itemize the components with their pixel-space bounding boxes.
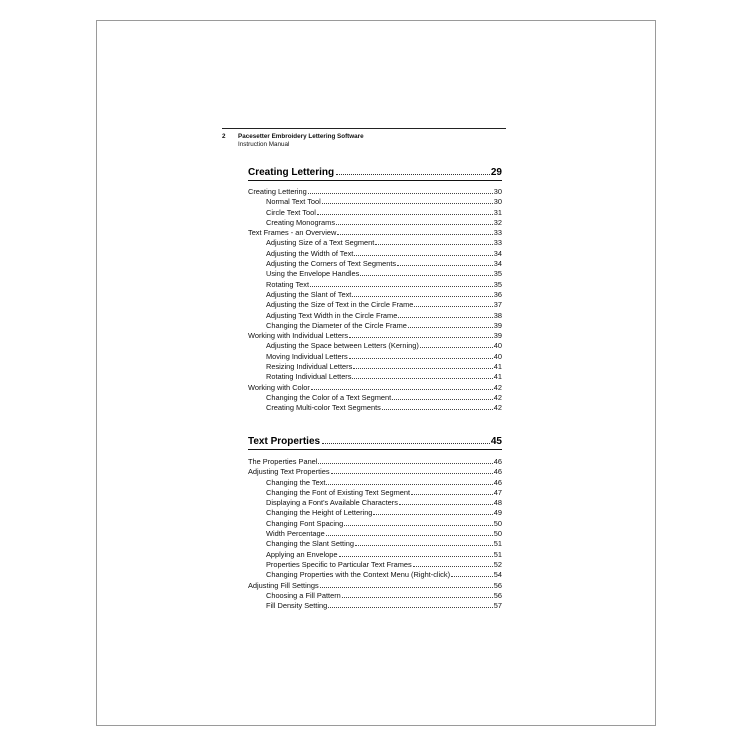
toc-entry bbox=[248, 228, 502, 238]
dot-leader bbox=[318, 463, 492, 464]
toc-entry bbox=[248, 280, 502, 290]
toc-entry-page: 50 bbox=[493, 518, 502, 528]
toc-entry bbox=[248, 529, 502, 539]
toc-entry bbox=[248, 457, 502, 467]
toc-entry-page: 35 bbox=[493, 279, 502, 289]
toc-entry bbox=[248, 341, 502, 351]
toc-entry-label: Using the Envelope Handles bbox=[266, 269, 360, 279]
toc-entry-page: 56 bbox=[493, 580, 502, 590]
toc-entry-label: Text Frames - an Overview bbox=[248, 228, 337, 238]
toc-entry-label: Changing the Diameter of the Circle Frame bbox=[266, 320, 407, 330]
toc-entry bbox=[248, 208, 502, 218]
toc-entry-label: Changing the Height of Lettering bbox=[266, 508, 373, 518]
dot-leader bbox=[326, 484, 492, 485]
toc-entry-label: Circle Text Tool bbox=[266, 207, 316, 217]
dot-leader bbox=[336, 174, 490, 175]
dot-leader bbox=[360, 275, 493, 276]
toc-entry-page: 46 bbox=[493, 457, 502, 466]
toc-entry-page: 41 bbox=[493, 372, 502, 382]
section-title-text-properties bbox=[248, 436, 502, 447]
dot-leader bbox=[399, 504, 493, 505]
toc-entry bbox=[248, 218, 502, 228]
toc-entry-label: Rotating Text bbox=[266, 279, 310, 289]
toc-entry bbox=[248, 570, 502, 580]
toc-entry bbox=[248, 269, 502, 279]
toc-entry bbox=[248, 311, 502, 321]
toc-entry bbox=[248, 539, 502, 549]
manual-subtitle: Instruction Manual bbox=[238, 141, 290, 148]
toc-entry-label: Changing the Color of a Text Segment bbox=[266, 392, 392, 402]
toc-entry bbox=[248, 290, 502, 300]
toc-entry-label: Creating Multi-color Text Segments bbox=[266, 403, 381, 413]
toc-entry-page: 42 bbox=[493, 403, 502, 413]
section-title-label: Creating Lettering bbox=[248, 167, 335, 178]
toc-entry-label: Creating Monograms bbox=[266, 217, 336, 227]
toc-entry-page: 48 bbox=[493, 498, 502, 508]
manual-title: Pacesetter Embroidery Lettering Software bbox=[238, 133, 364, 140]
toc-entry bbox=[248, 331, 502, 341]
toc-entry bbox=[248, 352, 502, 362]
dot-leader bbox=[352, 378, 492, 379]
toc-entry-label: Working with Individual Letters bbox=[248, 331, 349, 341]
toc-list-text-properties bbox=[248, 457, 502, 611]
toc-entry bbox=[248, 519, 502, 529]
toc-entry-page: 49 bbox=[493, 508, 502, 518]
toc-entry-label: Changing Font Spacing bbox=[266, 518, 344, 528]
toc-entry bbox=[248, 403, 502, 413]
toc-entry-label: Applying an Envelope bbox=[266, 549, 338, 559]
toc-entry-label: Resizing Individual Letters bbox=[266, 362, 353, 372]
toc-entry-label: Adjusting the Corners of Text Segments bbox=[266, 259, 397, 269]
dot-leader bbox=[328, 607, 493, 608]
toc-entry-page: 33 bbox=[493, 228, 502, 238]
toc-entry-page: 46 bbox=[493, 467, 502, 477]
toc-entry-page: 35 bbox=[493, 269, 502, 279]
dot-leader bbox=[420, 347, 493, 348]
section-title-label: Text Properties bbox=[248, 436, 321, 447]
toc-entry-page: 31 bbox=[493, 207, 502, 217]
dot-leader bbox=[337, 234, 492, 235]
dot-leader bbox=[339, 556, 493, 557]
toc-entry-page: 56 bbox=[493, 590, 502, 600]
dot-leader bbox=[308, 193, 493, 194]
toc-entry bbox=[248, 601, 502, 611]
page-number: 2 bbox=[222, 133, 226, 140]
toc-entry-page: 51 bbox=[493, 539, 502, 549]
toc-entry-label: Working with Color bbox=[248, 382, 310, 392]
dot-leader bbox=[349, 337, 493, 338]
page-header bbox=[222, 128, 506, 149]
toc-entry-page: 42 bbox=[493, 382, 502, 392]
dot-leader bbox=[353, 368, 492, 369]
toc-entry bbox=[248, 187, 502, 197]
dot-leader bbox=[320, 587, 493, 588]
toc-entry-page: 34 bbox=[493, 248, 502, 258]
toc-entry-page: 52 bbox=[493, 559, 502, 569]
dot-leader bbox=[411, 494, 493, 495]
dot-leader bbox=[336, 224, 493, 225]
toc-entry-label: Properties Specific to Particular Text Frames bbox=[266, 559, 412, 569]
dot-leader bbox=[322, 443, 490, 444]
toc-entry bbox=[248, 393, 502, 403]
toc-entry-label: Changing the Font of Existing Text Segment bbox=[266, 487, 411, 497]
toc-entry bbox=[248, 238, 502, 248]
toc-entry-label: Changing Properties with the Context Menu (Right-click) bbox=[266, 570, 451, 580]
dot-leader bbox=[451, 576, 493, 577]
toc-entry-page: 30 bbox=[493, 197, 502, 207]
toc-entry bbox=[248, 362, 502, 372]
toc-list-creating-lettering bbox=[248, 187, 502, 414]
toc-entry bbox=[248, 259, 502, 269]
toc-entry-label: Width Percentage bbox=[266, 529, 325, 539]
dot-leader bbox=[373, 514, 492, 515]
toc-entry-page: 51 bbox=[493, 549, 502, 559]
toc-entry-label: Changing the Slant Setting bbox=[266, 539, 354, 549]
toc-entry bbox=[248, 383, 502, 393]
toc-entry-label: Adjusting Text Width in the Circle Frame bbox=[266, 310, 398, 320]
toc-entry-label: Normal Text Tool bbox=[266, 197, 321, 207]
dot-leader bbox=[342, 597, 493, 598]
toc-entry-label: Displaying a Font's Available Characters bbox=[266, 498, 398, 508]
dot-leader bbox=[414, 306, 492, 307]
toc-entry bbox=[248, 498, 502, 508]
toc-entry bbox=[248, 591, 502, 601]
dot-leader bbox=[326, 535, 493, 536]
toc-entry-page: 39 bbox=[493, 320, 502, 330]
toc-entry-label: Adjusting Text Properties bbox=[248, 467, 330, 477]
toc-entry-page: 41 bbox=[493, 362, 502, 372]
toc-entry-page: 32 bbox=[493, 217, 502, 227]
toc-entry bbox=[248, 581, 502, 591]
dot-leader bbox=[317, 214, 493, 215]
toc-entry-page: 40 bbox=[493, 341, 502, 351]
toc-entry-page: 57 bbox=[493, 601, 502, 611]
toc-entry-page: 36 bbox=[493, 289, 502, 299]
dot-leader bbox=[398, 317, 492, 318]
toc-entry bbox=[248, 478, 502, 488]
toc-entry-label: Changing the Text bbox=[266, 477, 326, 487]
toc-entry-page: 39 bbox=[493, 331, 502, 341]
dot-leader bbox=[352, 296, 492, 297]
toc-entry-page: 47 bbox=[493, 487, 502, 497]
section-rule bbox=[248, 449, 502, 450]
toc-entry bbox=[248, 321, 502, 331]
toc-entry-page: 37 bbox=[493, 300, 502, 310]
toc-entry bbox=[248, 197, 502, 207]
dot-leader bbox=[354, 255, 492, 256]
toc-entry-page: 33 bbox=[493, 238, 502, 248]
dot-leader bbox=[355, 545, 493, 546]
toc-entry-page: 30 bbox=[493, 187, 502, 196]
toc-entry-page: 38 bbox=[493, 310, 502, 320]
dot-leader bbox=[311, 389, 493, 390]
toc-entry-label: Adjusting Fill Settings bbox=[248, 580, 319, 590]
dot-leader bbox=[397, 265, 493, 266]
toc-entry bbox=[248, 508, 502, 518]
dot-leader bbox=[322, 203, 493, 204]
section-title-creating-lettering bbox=[248, 167, 502, 178]
toc-entry bbox=[248, 300, 502, 310]
dot-leader bbox=[331, 473, 493, 474]
toc-entry-label: Creating Lettering bbox=[248, 187, 307, 196]
toc-entry-label: Adjusting the Space between Letters (Kerning) bbox=[266, 341, 419, 351]
section-page-number: 45 bbox=[490, 436, 502, 447]
toc-entry-label: Adjusting the Width of Text bbox=[266, 248, 354, 258]
toc-entry bbox=[248, 550, 502, 560]
dot-leader bbox=[408, 327, 493, 328]
toc-entry bbox=[248, 372, 502, 382]
dot-leader bbox=[375, 244, 492, 245]
toc-entry-page: 54 bbox=[493, 570, 502, 580]
dot-leader bbox=[344, 525, 493, 526]
section-rule bbox=[248, 180, 502, 181]
toc-entry-label: Rotating Individual Letters bbox=[266, 372, 352, 382]
dot-leader bbox=[413, 566, 493, 567]
toc-entry bbox=[248, 488, 502, 498]
dot-leader bbox=[349, 358, 493, 359]
toc-entry-page: 34 bbox=[493, 259, 502, 269]
toc-entry-label: Adjusting Size of a Text Segment bbox=[266, 238, 375, 248]
toc-entry bbox=[248, 467, 502, 477]
dot-leader bbox=[392, 399, 493, 400]
toc-entry-page: 42 bbox=[493, 392, 502, 402]
toc-entry-page: 50 bbox=[493, 529, 502, 539]
toc-entry-label: The Properties Panel bbox=[248, 457, 318, 466]
toc-entry-label: Adjusting the Size of Text in the Circle Frame bbox=[266, 300, 414, 310]
toc-entry-page: 40 bbox=[493, 351, 502, 361]
toc-entry bbox=[248, 560, 502, 570]
toc-entry-label: Moving Individual Letters bbox=[266, 351, 348, 361]
toc-entry-label: Adjusting the Slant of Text bbox=[266, 289, 352, 299]
section-page-number: 29 bbox=[490, 167, 502, 178]
toc-entry bbox=[248, 249, 502, 259]
toc-entry-label: Fill Density Setting bbox=[266, 601, 328, 611]
toc-entry-page: 46 bbox=[493, 477, 502, 487]
dot-leader bbox=[382, 409, 493, 410]
dot-leader bbox=[310, 286, 493, 287]
toc-entry-label: Choosing a Fill Pattern bbox=[266, 590, 341, 600]
